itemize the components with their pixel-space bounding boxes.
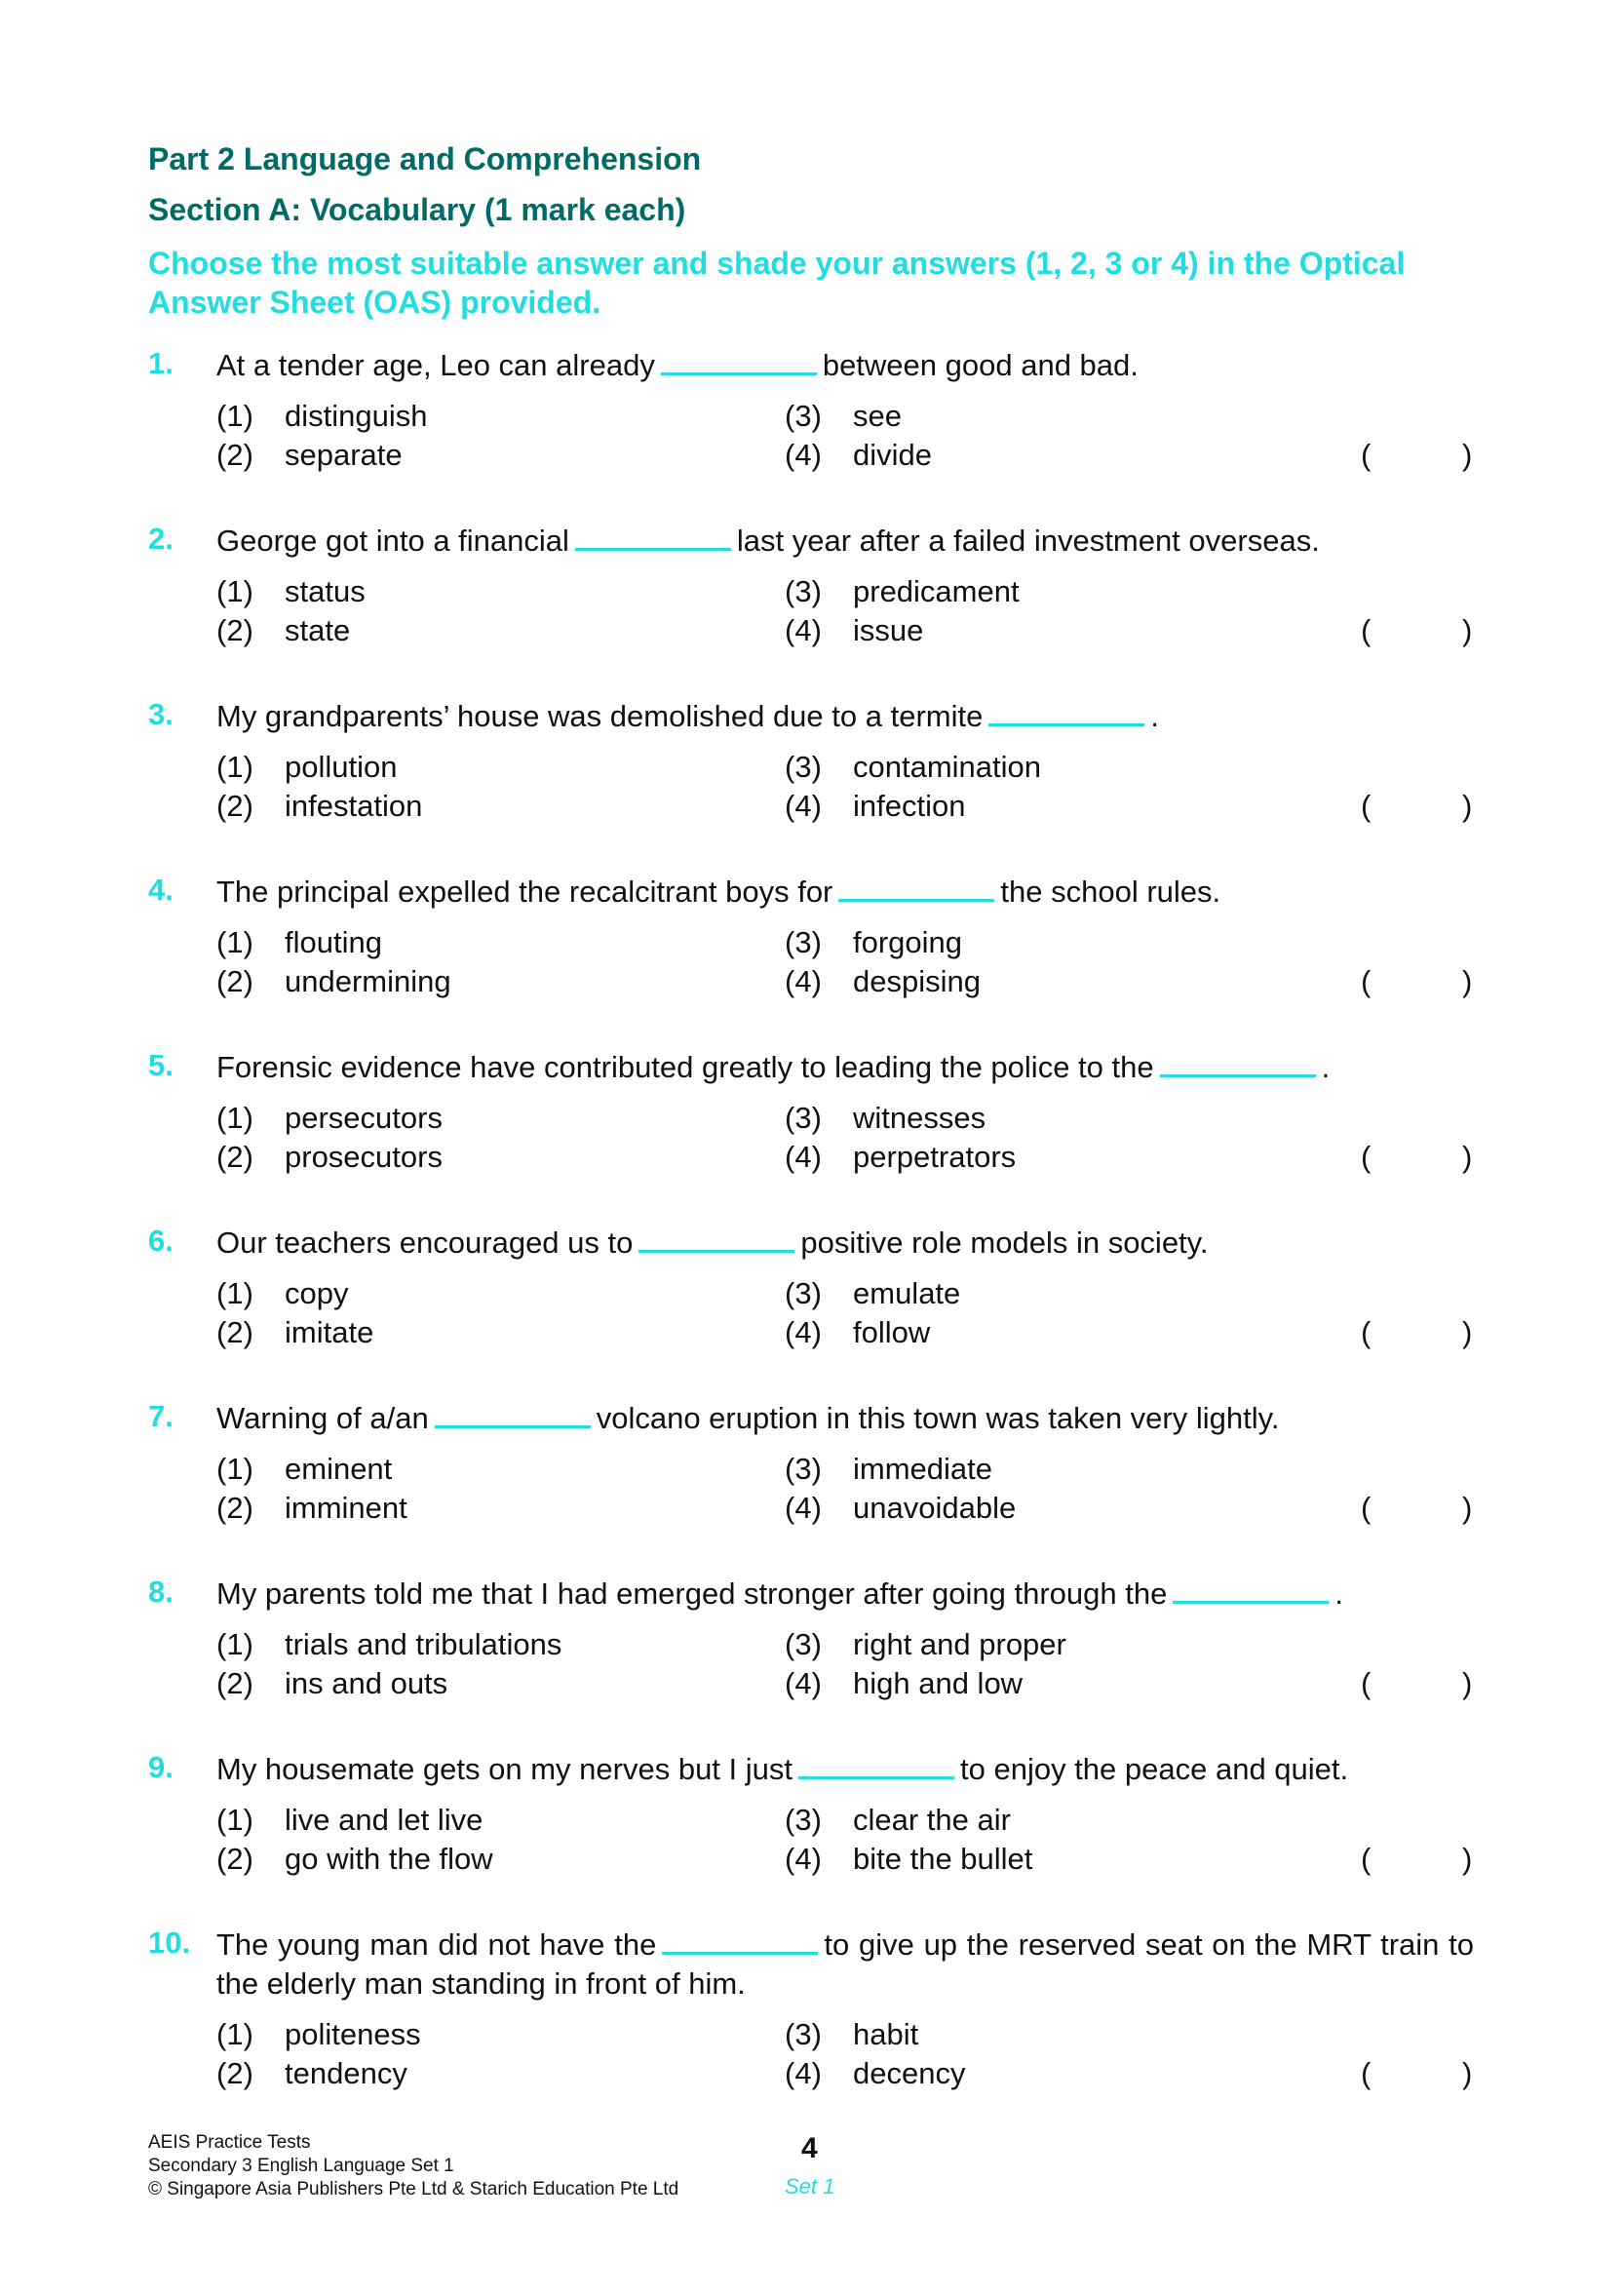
option-number: (4) (785, 1491, 822, 1525)
option-text: immediate (853, 1452, 992, 1486)
option-number: (1) (216, 1101, 253, 1135)
option-number: (1) (216, 1452, 253, 1486)
question-stem (216, 1048, 1474, 1087)
option-number: (4) (785, 1842, 822, 1876)
stem-after: between good and bad. (822, 348, 1139, 382)
option-text: distinguish (285, 399, 428, 433)
answer-blank (838, 898, 994, 902)
option-text: trials and tribulations (285, 1627, 562, 1661)
option-text: flouting (285, 925, 382, 959)
question-stem (216, 697, 1474, 736)
option-number: (2) (216, 1842, 253, 1876)
answer-bracket-close: ) (1462, 964, 1473, 998)
option-text: predicament (853, 574, 1020, 608)
answer-bracket-open: ( (1361, 2056, 1372, 2090)
footer-series: AEIS Practice Tests (148, 2132, 311, 2153)
answer-bracket-open: ( (1361, 964, 1372, 998)
question-stem (216, 873, 1474, 912)
option-number: (2) (216, 438, 253, 472)
option-number: (1) (216, 399, 253, 433)
answer-bracket-open: ( (1361, 789, 1372, 823)
answer-blank (662, 1951, 818, 1955)
question-number: 8. (148, 1575, 174, 1609)
option-text: state (285, 613, 351, 647)
stem-after: . (1150, 699, 1159, 733)
question-stem (216, 1575, 1474, 1614)
option-number: (4) (785, 438, 822, 472)
option-number: (3) (785, 925, 822, 959)
stem-after: last year after a failed investment overseas. (736, 524, 1320, 558)
option-number: (3) (785, 399, 822, 433)
part-heading: Part 2 Language and Comprehension (148, 141, 702, 176)
question-number: 6. (148, 1224, 174, 1258)
answer-bracket-open: ( (1361, 1842, 1372, 1876)
option-text: infestation (285, 789, 423, 823)
option-number: (1) (216, 574, 253, 608)
option-number: (1) (216, 2017, 253, 2051)
answer-blank (1160, 1073, 1316, 1077)
option-text: emulate (853, 1276, 961, 1310)
option-number: (4) (785, 1666, 822, 1700)
option-text: copy (285, 1276, 349, 1310)
answer-blank (638, 1249, 794, 1253)
option-number: (1) (216, 750, 253, 784)
option-number: (2) (216, 613, 253, 647)
option-text: right and proper (853, 1627, 1066, 1661)
stem-after: to enjoy the peace and quiet. (960, 1752, 1349, 1786)
stem-before: Warning of a/an (216, 1401, 429, 1435)
option-number: (3) (785, 750, 822, 784)
section-heading: Section A: Vocabulary (1 mark each) (148, 192, 686, 227)
option-text: unavoidable (853, 1491, 1017, 1525)
answer-blank (798, 1775, 954, 1779)
option-text: contamination (853, 750, 1042, 784)
option-number: (1) (216, 1627, 253, 1661)
question-stem (216, 1399, 1474, 1438)
option-text: prosecutors (285, 1140, 443, 1174)
answer-bracket-close: ) (1462, 1315, 1473, 1349)
option-text: ins and outs (285, 1666, 448, 1700)
option-number: (3) (785, 1627, 822, 1661)
option-text: undermining (285, 964, 451, 998)
stem-before: Forensic evidence have contributed greatly to leading the police to the (216, 1050, 1154, 1084)
stem-before: The principal expelled the recalcitrant boys for (216, 875, 833, 909)
option-text: divide (853, 438, 932, 472)
stem-before: The young man did not have the (216, 1927, 657, 1962)
option-number: (3) (785, 2017, 822, 2051)
footer-book: Secondary 3 English Language Set 1 (148, 2156, 454, 2176)
stem-after: volcano eruption in this town was taken very lightly. (596, 1401, 1280, 1435)
answer-bracket-open: ( (1361, 1666, 1372, 1700)
option-number: (1) (216, 1803, 253, 1837)
option-number: (2) (216, 1315, 253, 1349)
option-text: forgoing (853, 925, 963, 959)
stem-after: the school rules. (1000, 875, 1221, 909)
option-text: politeness (285, 2017, 421, 2051)
option-text: perpetrators (853, 1140, 1017, 1174)
option-text: issue (853, 613, 924, 647)
question-number: 10. (148, 1926, 191, 1960)
option-number: (4) (785, 789, 822, 823)
option-text: persecutors (285, 1101, 443, 1135)
stem-before: My parents told me that I had emerged stronger after going through the (216, 1576, 1168, 1611)
answer-blank (661, 371, 817, 375)
option-text: clear the air (853, 1803, 1011, 1837)
question-number: 2. (148, 522, 174, 556)
stem-before: Our teachers encouraged us to (216, 1226, 634, 1260)
answer-bracket-close: ) (1462, 2056, 1473, 2090)
stem-after: . (1321, 1050, 1331, 1084)
option-text: live and let live (285, 1803, 483, 1837)
answer-bracket-close: ) (1462, 613, 1473, 647)
option-text: follow (853, 1315, 931, 1349)
option-text: status (285, 574, 366, 608)
stem-before: George got into a financial (216, 524, 569, 558)
answer-bracket-close: ) (1462, 1842, 1473, 1876)
option-text: decency (853, 2056, 966, 2090)
answer-bracket-open: ( (1361, 438, 1372, 472)
answer-blank (1173, 1600, 1329, 1604)
option-text: tendency (285, 2056, 407, 2090)
option-number: (3) (785, 1803, 822, 1837)
page-number: 4 (801, 2132, 818, 2164)
option-number: (1) (216, 1276, 253, 1310)
option-number: (4) (785, 2056, 822, 2090)
question-number: 3. (148, 697, 174, 731)
set-label: Set 1 (785, 2174, 835, 2199)
question-stem (216, 346, 1474, 385)
answer-bracket-close: ) (1462, 789, 1473, 823)
option-number: (2) (216, 1140, 253, 1174)
question-number: 7. (148, 1399, 174, 1433)
answer-bracket-close: ) (1462, 1491, 1473, 1525)
option-number: (4) (785, 964, 822, 998)
question-stem (216, 1926, 1474, 2004)
option-number: (2) (216, 1491, 253, 1525)
footer-copyright: © Singapore Asia Publishers Pte Ltd & Starich Education Pte Ltd (148, 2179, 679, 2199)
option-text: imitate (285, 1315, 374, 1349)
answer-blank (988, 722, 1144, 726)
question-number: 1. (148, 346, 174, 380)
question-stem (216, 522, 1474, 561)
answer-blank (575, 547, 731, 551)
option-text: bite the bullet (853, 1842, 1033, 1876)
stem-before: At a tender age, Leo can already (216, 348, 655, 382)
stem-before: My housemate gets on my nerves but I just (216, 1752, 793, 1786)
stem-after: . (1334, 1576, 1343, 1611)
option-text: habit (853, 2017, 919, 2051)
option-text: go with the flow (285, 1842, 493, 1876)
option-text: see (853, 399, 902, 433)
option-number: (2) (216, 1666, 253, 1700)
answer-bracket-close: ) (1462, 438, 1473, 472)
option-text: witnesses (853, 1101, 986, 1135)
option-number: (3) (785, 1452, 822, 1486)
answer-bracket-open: ( (1361, 1315, 1372, 1349)
option-text: despising (853, 964, 981, 998)
option-number: (3) (785, 1276, 822, 1310)
option-number: (2) (216, 789, 253, 823)
option-text: pollution (285, 750, 398, 784)
stem-after: to give up the reserved seat on the MRT train to the elderly man standing in front of him. (216, 1927, 1474, 2001)
answer-bracket-open: ( (1361, 613, 1372, 647)
option-text: imminent (285, 1491, 407, 1525)
option-number: (1) (216, 925, 253, 959)
question-number: 5. (148, 1048, 174, 1082)
stem-before: My grandparents’ house was demolished due to a termite (216, 699, 984, 733)
answer-bracket-close: ) (1462, 1666, 1473, 1700)
instructions: Choose the most suitable answer and shade your answers (1, 2, 3 or 4) in the Optical Answer Sheet (OAS) provided. (148, 246, 1406, 320)
option-number: (4) (785, 613, 822, 647)
answer-bracket-open: ( (1361, 1491, 1372, 1525)
option-number: (3) (785, 574, 822, 608)
option-text: infection (853, 789, 966, 823)
option-text: high and low (853, 1666, 1024, 1700)
question-stem (216, 1750, 1474, 1789)
question-stem (216, 1224, 1474, 1263)
option-text: separate (285, 438, 403, 472)
option-number: (2) (216, 964, 253, 998)
answer-bracket-open: ( (1361, 1140, 1372, 1174)
option-text: eminent (285, 1452, 393, 1486)
answer-bracket-close: ) (1462, 1140, 1473, 1174)
question-number: 9. (148, 1750, 174, 1784)
option-number: (2) (216, 2056, 253, 2090)
question-number: 4. (148, 873, 174, 907)
option-number: (4) (785, 1140, 822, 1174)
stem-after: positive role models in society. (800, 1226, 1209, 1260)
option-number: (4) (785, 1315, 822, 1349)
option-number: (3) (785, 1101, 822, 1135)
answer-blank (435, 1424, 591, 1428)
